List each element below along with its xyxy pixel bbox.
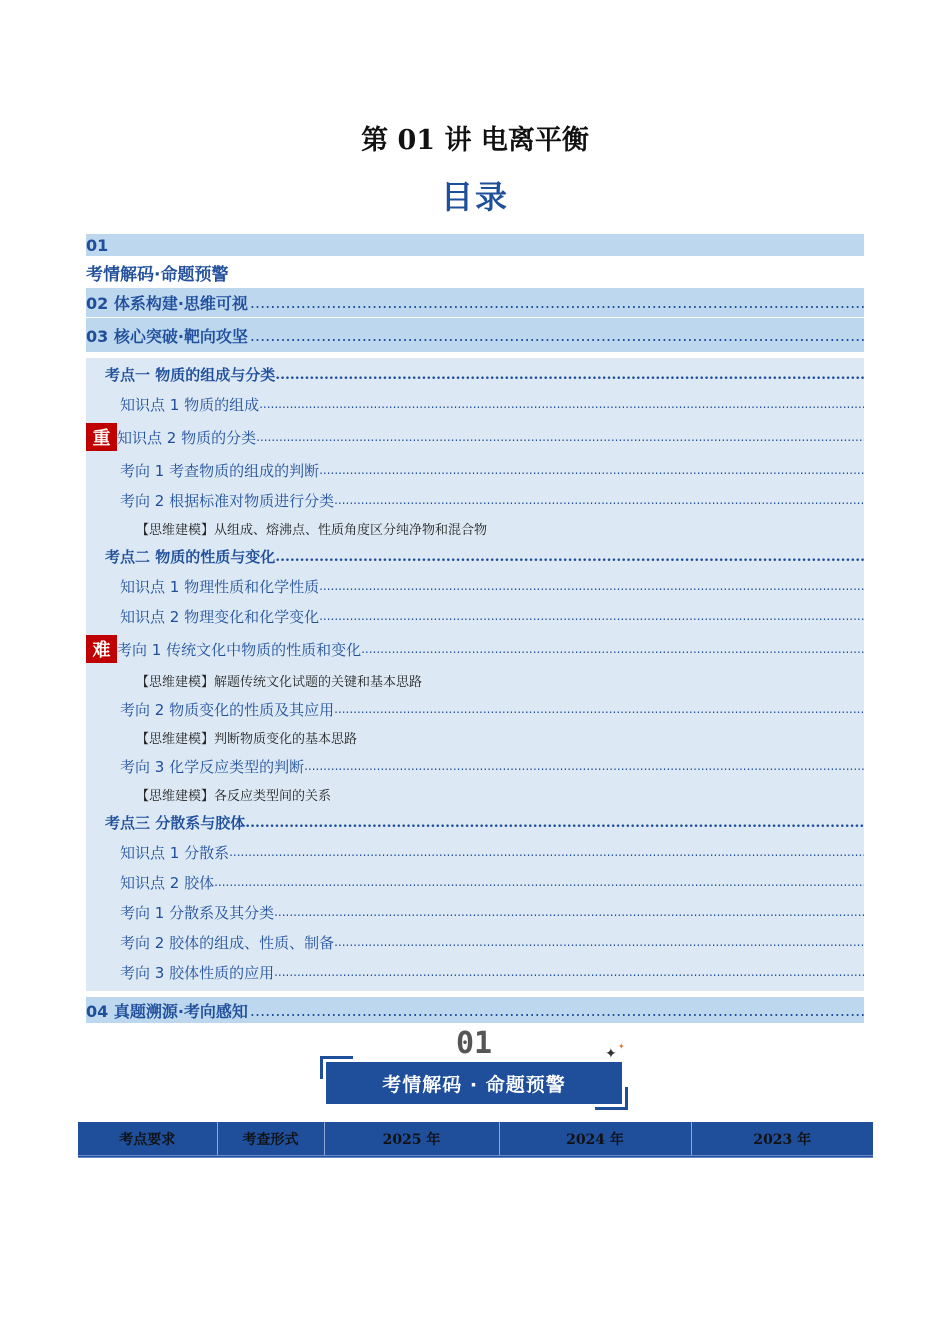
toc-leader-dots [361,642,864,656]
toc-item[interactable] [86,571,864,601]
toc-thinking-model-label: 【思维建模】各反应类型间的关系 [136,789,332,804]
section-banner-number: 01 [455,1026,493,1061]
table-header-cell: 2023 年 [753,1131,812,1148]
toc-item[interactable] [86,867,864,897]
toc-item[interactable] [86,601,864,631]
toc-thinking-model[interactable] [86,781,864,808]
page-title: 第 01 讲 电离平衡 [361,125,589,156]
table-header-row [78,1122,873,1157]
toc-item-label: 知识点 1 分散系 [120,843,230,862]
toc-item[interactable] [86,751,864,781]
exam-analysis-table [78,1122,873,1158]
toc-item[interactable] [86,485,864,515]
toc-leader-dots [250,326,864,345]
toc-item-label: 考向 1 考查物质的组成的判断 [120,461,320,480]
toc-leader-dots [245,815,864,831]
toc-leader-dots [275,367,864,383]
toc-leader-dots [319,579,864,593]
toc-item[interactable] [86,389,864,419]
toc-leader-dots [214,875,864,889]
toc-leader-dots [334,493,864,507]
toc-leader-dots [275,549,864,565]
table-of-contents [86,234,864,1023]
toc-item[interactable] [86,957,864,987]
toc-leader-dots [334,935,864,949]
toc-kaodian-3-label: 考点三 分散系与胶体 [105,814,246,832]
toc-leader-dots [319,609,864,623]
toc-item-label: 考向 3 胶体性质的应用 [120,963,275,982]
sparkle-icon: ✦ [605,1046,617,1062]
toc-item-label: 考向 2 胶体的组成、性质、制备 [120,933,335,952]
toc-item-label: 考向 3 化学反应类型的判断 [120,757,305,776]
toc-leader-dots [319,463,864,477]
toc-item-label: 知识点 2 胶体 [120,873,215,892]
toc-leader-dots [250,293,864,312]
toc-item-label: 知识点 2 物质的分类 [117,428,257,447]
toc-kaodian-1[interactable] [86,360,864,389]
toc-item[interactable] [86,419,864,455]
toc-section-02[interactable] [86,288,864,317]
toc-thinking-model[interactable] [86,724,864,751]
toc-section-03-label: 03 核心突破·靶向攻坚 [86,326,248,346]
key-point-badge: 重 [86,423,117,451]
toc-thinking-model-label: 【思维建模】判断物质变化的基本思路 [136,732,358,747]
toc-section-01-number: 01 [86,235,109,255]
toc-leader-dots [259,397,864,411]
difficult-point-badge: 难 [86,635,117,663]
toc-item-label: 考向 1 分散系及其分类 [120,903,275,922]
toc-item-label: 知识点 1 物质的组成 [120,395,260,414]
toc-heading: 目录 [440,178,509,216]
toc-item[interactable] [86,455,864,485]
toc-kaodian-1-label: 考点一 物质的组成与分类 [105,366,276,384]
toc-leader-dots [256,430,864,444]
toc-leader-dots [304,759,864,773]
toc-leader-dots [250,1001,864,1020]
table-header-cell: 2024 年 [499,1122,691,1157]
toc-item-label: 考向 1 传统文化中物质的性质和变化 [117,640,362,659]
toc-kaodian-3[interactable] [86,808,864,837]
toc-item-label: 知识点 2 物理变化和化学变化 [120,607,320,626]
toc-section-01-label[interactable]: 考情解码·命题预警 [86,264,229,285]
toc-section-02-label: 02 体系构建·思维可视 [86,294,248,313]
toc-item[interactable] [86,927,864,957]
toc-item-label: 知识点 1 物理性质和化学性质 [120,577,320,596]
toc-item[interactable] [86,837,864,867]
sparkle-small-icon: ✦ [618,1042,625,1051]
toc-thinking-model[interactable] [86,667,864,694]
toc-section-03[interactable] [86,318,864,352]
section-banner [316,1024,632,1112]
toc-item[interactable] [86,631,864,667]
toc-item[interactable] [86,897,864,927]
toc-section-04-label: 04 真题溯源·考向感知 [86,1001,248,1021]
toc-item-label: 考向 2 根据标准对物质进行分类 [120,491,335,510]
section-banner-label: 考情解码 · 命题预警 [326,1062,622,1104]
toc-item-label: 考向 2 物质变化的性质及其应用 [120,700,335,719]
table-header-cell: 2025 年 [324,1122,499,1157]
toc-section-04[interactable] [86,997,864,1023]
toc-item[interactable] [86,694,864,724]
table-header-cell: 考查形式 [217,1122,324,1157]
toc-kaodian-2-label: 考点二 物质的性质与变化 [105,548,276,566]
toc-leader-dots [274,965,864,979]
toc-kaodian-2[interactable] [86,542,864,571]
toc-thinking-model-label: 【思维建模】解题传统文化试题的关键和基本思路 [136,675,423,690]
toc-leader-dots [274,905,864,919]
toc-section-03-contents [86,358,864,991]
toc-thinking-model-label: 【思维建模】从组成、熔沸点、性质角度区分纯净物和混合物 [136,523,488,538]
toc-leader-dots [334,702,864,716]
table-header-cell: 考点要求 [78,1122,217,1157]
toc-section-01[interactable] [86,234,864,256]
toc-leader-dots [229,845,864,859]
toc-thinking-model[interactable] [86,515,864,542]
